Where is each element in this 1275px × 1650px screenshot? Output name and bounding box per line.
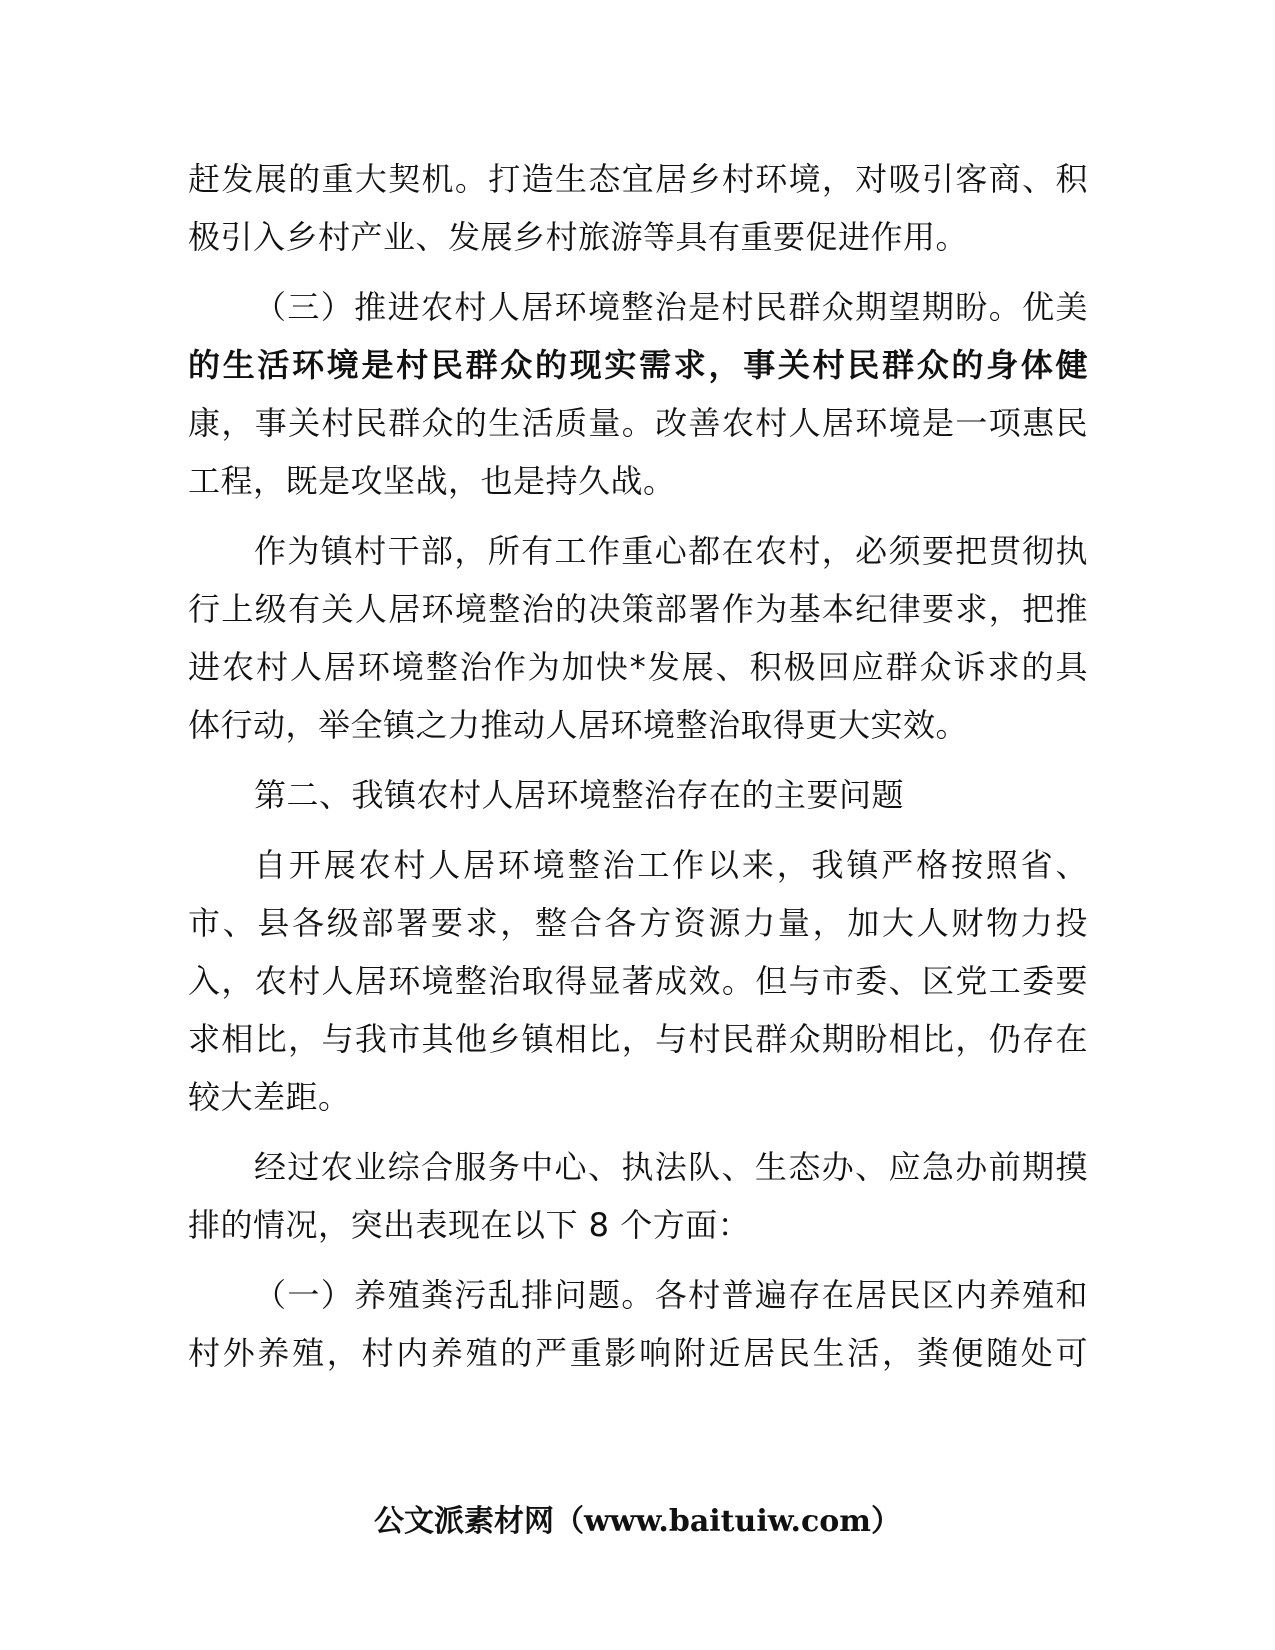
text-line: 自开展农村人居环境整治工作以来，我镇严格按照省、 [254, 846, 1088, 884]
text-line: 体行动，举全镇之力推动人居环境整治取得更大实效。 [188, 706, 969, 744]
text-line: 排的情况，突出表现在以下 8 个方面： [188, 1206, 751, 1244]
text-line: 行上级有关人居环境整治的决策部署作为基本纪律要求，把推 [188, 590, 1088, 628]
document-body [188, 150, 1088, 1382]
text-line: 村外养殖，村内养殖的严重影响附近居民生活，粪便随处可 [188, 1334, 1088, 1372]
text-line: 极引入乡村产业、发展乡村旅游等具有重要促进作用。 [188, 218, 969, 256]
paragraph [188, 836, 1088, 1126]
section-heading [188, 766, 1088, 824]
text-line: 求相比，与我市其他乡镇相比，与村民群众期盼相比，仍存在 [188, 1020, 1088, 1058]
paragraph [188, 1138, 1088, 1254]
text-line: 市、县各级部署要求，整合各方资源力量，加大人财物力投 [188, 904, 1088, 942]
text-line: （三）推进农村人居环境整治是村民群众期望期盼。优美 [254, 288, 1088, 326]
paragraph [188, 1266, 1088, 1382]
text-line: 进农村人居环境整治作为加快*发展、积极回应群众诉求的具 [188, 648, 1088, 686]
text-line: 入，农村人居环境整治取得显著成效。但与市委、区党工委要 [188, 962, 1088, 1000]
text-line: 作为镇村干部，所有工作重心都在农村，必须要把贯彻执 [254, 532, 1088, 570]
paragraph [188, 150, 1088, 266]
text-line: 较大差距。 [188, 1078, 351, 1116]
paragraph [188, 522, 1088, 754]
text-line: 工程，既是攻坚战，也是持久战。 [188, 462, 676, 500]
paragraph [188, 278, 1088, 510]
text-line: 第二、我镇农村人居环境整治存在的主要问题 [254, 776, 905, 814]
text-line: 赶发展的重大契机。打造生态宜居乡村环境，对吸引客商、积 [188, 160, 1088, 198]
page-footer: 公文派素材网（www.baituiw.com） [373, 1504, 902, 1539]
text-line: 的生活环境是村民群众的现实需求，事关村民群众的身体健 [188, 346, 1088, 384]
text-line: 经过农业综合服务中心、执法队、生态办、应急办前期摸 [254, 1148, 1088, 1186]
text-line: （一）养殖粪污乱排问题。各村普遍存在居民区内养殖和 [254, 1276, 1088, 1314]
text-line: 康，事关村民群众的生活质量。改善农村人居环境是一项惠民 [188, 404, 1088, 442]
